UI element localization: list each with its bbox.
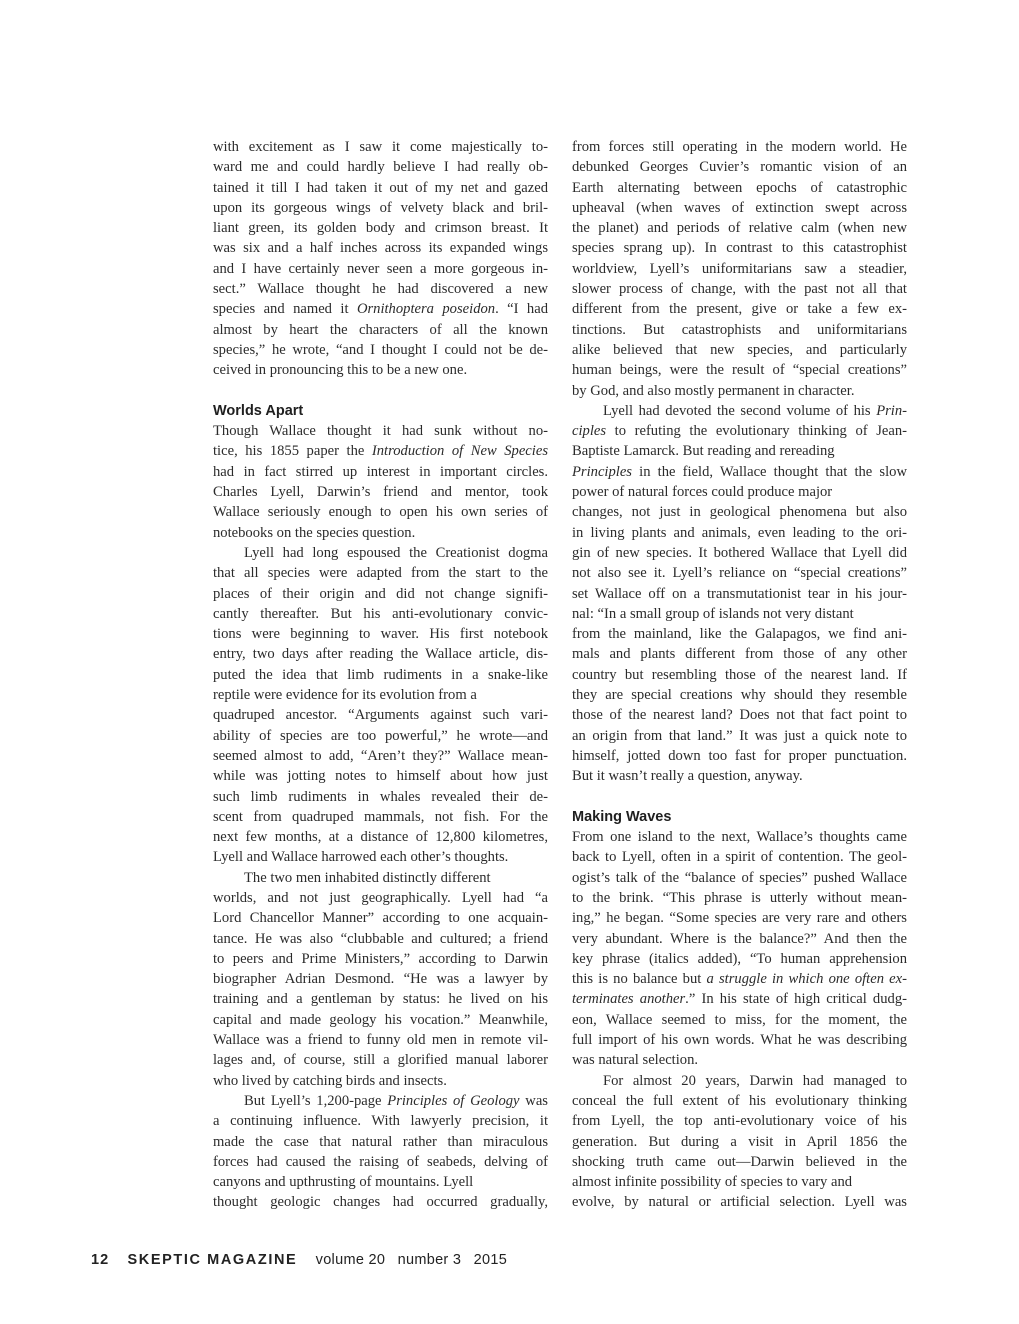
text-line <box>572 969 907 989</box>
number-label: number 3 <box>397 1252 462 1268</box>
text-line: quadruped ancestor. “Arguments against such vari- <box>213 707 548 724</box>
opening-paragraph <box>213 137 548 381</box>
text-line: while was jotting notes to himself about how just <box>213 768 548 785</box>
principles-paragraph <box>213 1091 548 1213</box>
text-line: that all species were adapted from the start to the <box>213 565 548 582</box>
text-line: power of natural forces could produce major <box>572 484 833 501</box>
text-line <box>572 989 907 1009</box>
text-line: back to Lyell, often in a spirit of contention. The geol- <box>572 849 907 866</box>
text-line: Though Wallace thought it had sunk without no- <box>213 423 548 440</box>
text-run: .” In his state of high critical dudg- <box>685 991 907 1008</box>
right-column <box>572 137 907 1213</box>
uniformitarian-paragraph <box>572 137 907 401</box>
text-line <box>572 462 907 482</box>
text-line: upon its gorgeous wings of velvety black and bril- <box>213 199 548 216</box>
second-volume-paragraph <box>572 401 907 787</box>
text-line: such limb rudiments in whales revealed their de- <box>213 788 548 805</box>
text-line: eon, Wallace seemed to miss, for the moment, the <box>572 1011 907 1028</box>
text-line: conceal the full extent of his evolutionary thinking <box>572 1092 907 1109</box>
text-line: liant green, its golden body and crimson breast. It <box>213 220 548 237</box>
worlds-apart-paragraph <box>213 421 548 543</box>
text-line: species,” he wrote, “and I thought I could not be de- <box>213 341 548 358</box>
paper-title-italic: Introduction of New Species <box>371 443 548 460</box>
paragraph-spacer <box>572 787 907 807</box>
text-line: with excitement as I saw it come majestically to- <box>213 139 548 155</box>
text-line: slower process of change, with the past not all that <box>572 281 907 298</box>
text-line: different from the present, give or take a few ex- <box>572 301 907 318</box>
text-line: by God, and also mostly permanent in character. <box>572 382 855 399</box>
text-line: the planet) and periods of relative calm (when new <box>572 220 907 237</box>
text-line: cantly thereafter. But his anti-evolutionary convic- <box>213 605 548 622</box>
text-line: For almost 20 years, Darwin had managed to <box>603 1072 907 1089</box>
text-run: was <box>519 1092 548 1109</box>
text-line: from the mainland, like the Galapagos, we find ani- <box>572 626 907 643</box>
text-line: made the case that natural rather than miraculous <box>213 1133 548 1150</box>
text-line: almost infinite possibility of species to vary and <box>572 1174 853 1191</box>
text-line: Lyell and Wallace harrowed each other’s thoughts. <box>213 849 509 866</box>
page-footer <box>91 1252 515 1268</box>
text-line: ing,” he began. “Some species are very rare and others <box>572 910 907 927</box>
text-line: country but resembling those of the nearest land. If <box>572 666 907 683</box>
text-line: human beings, were the result of “special creations” <box>572 362 907 379</box>
book-title-italic: Principles of Geology <box>387 1092 520 1109</box>
text-line: tance. He was also “clubbable and cultured; a friend <box>213 930 548 947</box>
section-heading-worlds-apart: Worlds Apart <box>213 402 304 419</box>
text-line: Lyell had long espoused the Creationist dogma <box>244 544 548 561</box>
text-line <box>213 299 548 319</box>
text-line: entry, two days after reading the Wallace article, dis- <box>213 646 548 663</box>
text-run: Lyell had devoted the second volume of his <box>603 402 877 419</box>
text-line: training and a gentleman by status: he lived on his <box>213 991 548 1008</box>
text-line: ogist’s talk of the “balance of species” pushed Wallace <box>572 869 907 886</box>
text-line: nal: “In a small group of islands not very distant <box>572 605 854 622</box>
text-line: Wallace was a friend to funny old men in remote vil- <box>213 1032 548 1049</box>
text-line: tions were beginning to waver. His first notebook <box>213 626 548 643</box>
text-line: ceived in pronouncing this to be a new one. <box>213 362 468 379</box>
page-number: 12 <box>91 1252 110 1268</box>
year-label: 2015 <box>473 1252 508 1268</box>
text-line: reptile were evidence for its evolution from a <box>213 687 477 704</box>
text-run: species and named it <box>213 301 357 318</box>
text-line: But it wasn’t really a question, anyway. <box>572 768 803 785</box>
text-line: changes, not just in geological phenomena but also <box>572 504 907 521</box>
text-line: evolve, by natural or artificial selection. Lyell was <box>572 1194 907 1211</box>
text-line: generation. But during a visit in April 1856 the <box>572 1133 907 1150</box>
text-line: Charles Lyell, Darwin’s friend and mentor, took <box>213 484 548 501</box>
text-line: an origin from that land.” It was just a quick note to <box>572 727 907 744</box>
text-line: canyons and upthrusting of mountains. Lyell <box>213 1174 474 1191</box>
text-line: ward me and could hardly believe I had really ob- <box>213 159 548 176</box>
text-line: The two men inhabited distinctly different <box>244 869 491 886</box>
text-line: species sprang up). In contrast to this catastrophist <box>572 240 907 257</box>
making-waves-paragraph <box>572 827 907 1071</box>
text-run: tice, his 1855 paper the <box>213 443 372 460</box>
text-line: worlds, and not just geographically. Lyell had “a <box>213 889 548 906</box>
text-line: was six and a half inches across its expanded wings <box>213 240 548 257</box>
text-line: shocking truth came out—Darwin believed in the <box>572 1153 907 1170</box>
text-line: to peers and Prime Ministers,” according to Darwin <box>213 950 548 967</box>
text-line: Earth alternating between epochs of catastrophic <box>572 179 907 196</box>
book-title-italic: Principles <box>572 463 632 480</box>
text-line: key phrase (italics added), “To human apprehension <box>572 950 907 967</box>
emphasis-italic: terminates another <box>572 991 686 1008</box>
text-run: in the field, Wallace thought that the slow <box>632 463 907 480</box>
paragraph-spacer <box>213 381 548 401</box>
species-name-italic: Ornithoptera poseidon <box>356 301 496 318</box>
text-line: sect.” Wallace thought he had discovered a new <box>213 281 548 298</box>
text-line: in living plants and animals, even leading to the ori- <box>572 524 907 541</box>
text-line: set Wallace off on a transmutationist tear in his jour- <box>572 585 907 602</box>
text-line: tained it till I had taken it out of my net and gazed <box>213 179 548 196</box>
text-line: seemed almost to add, “Aren’t they?” Wallace mean- <box>213 747 548 764</box>
magazine-name: SKEPTIC MAGAZINE <box>127 1252 298 1268</box>
text-line: From one island to the next, Wallace’s thoughts came <box>572 829 907 846</box>
text-line: full import of his own words. What he was describing <box>572 1032 907 1049</box>
text-line: those of the nearest land? Does not that fact point to <box>572 707 907 724</box>
book-title-italic: ciples <box>572 423 607 440</box>
text-line <box>572 421 907 441</box>
text-line: notebooks on the species question. <box>213 524 416 541</box>
text-line: debunked Georges Cuvier’s romantic vision of an <box>572 159 907 176</box>
text-line: ability of species are too powerful,” he wrote—and <box>213 727 548 744</box>
text-run: But Lyell’s 1,200-page <box>244 1092 388 1109</box>
two-men-paragraph <box>213 868 548 1091</box>
text-line: Baptiste Lamarck. But reading and rereading <box>572 443 835 460</box>
text-line: who lived by catching birds and insects. <box>213 1072 447 1089</box>
volume-label: volume 20 <box>315 1252 386 1268</box>
emphasis-italic: a struggle in which one often ex- <box>706 971 907 988</box>
issue-info <box>316 1252 515 1268</box>
left-column <box>213 137 548 1213</box>
text-line: scent from quadruped mammals, not fish. For the <box>213 808 548 825</box>
text-line: upheaval (when waves of extinction swept across <box>572 199 907 216</box>
text-line: puted the idea that limb rudiments in a snake-like <box>213 666 548 683</box>
text-line: not also see it. Lyell’s reliance on “special creations” <box>572 565 907 582</box>
darwin-paragraph <box>572 1071 907 1213</box>
text-line: had in fact stirred up interest in important circles. <box>213 463 548 480</box>
text-line: from Lyell, the top anti-evolutionary voice of his <box>572 1113 907 1130</box>
text-line: tinctions. But catastrophists and uniformitarians <box>572 321 907 338</box>
text-run: . “I had <box>495 301 549 318</box>
section-heading-making-waves: Making Waves <box>572 808 672 825</box>
text-line: alike believed that new species, and particularly <box>572 341 907 358</box>
text-line: gin of new species. It bothered Wallace that Lyell did <box>572 544 907 561</box>
text-line <box>213 441 548 461</box>
text-line: forces had caused the raising of seabeds, delving of <box>213 1153 548 1170</box>
text-line: Lord Chancellor Manner” according to one acquain- <box>213 910 548 927</box>
text-line: was natural selection. <box>572 1052 699 1069</box>
text-line: Wallace seriously enough to open his own series of <box>213 504 548 521</box>
lyell-dogma-paragraph <box>213 543 548 868</box>
text-line: capital and made geology his vocation.” Meanwhile, <box>213 1011 548 1028</box>
text-line: and I have certainly never seen a more gorgeous in- <box>213 260 548 277</box>
text-line: almost by heart the characters of all the known <box>213 321 548 338</box>
text-line: lages and, of course, still a glorified manual laborer <box>213 1052 548 1069</box>
text-line <box>213 1091 548 1111</box>
text-run: to refuting the evolutionary thinking of Jean- <box>606 423 907 440</box>
text-line: very abundant. Where is the balance?” And then the <box>572 930 907 947</box>
text-run: this is no balance but <box>572 971 707 988</box>
text-line: mals and plants different from those of any other <box>572 646 907 663</box>
text-line: worldview, Lyell’s uniformitarians saw a steadier, <box>572 260 907 277</box>
text-line: to the brink. “This phrase is utterly without mean- <box>572 889 907 906</box>
text-line: from forces still operating in the modern world. He <box>572 139 907 155</box>
text-line: next few months, at a distance of 12,800 kilometres, <box>213 829 548 846</box>
text-line: a continuing influence. With lawyerly precision, it <box>213 1113 548 1130</box>
text-line: biographer Adrian Desmond. “He was a lawyer by <box>213 971 548 988</box>
text-line: places of their origin and did not change signifi- <box>213 585 548 602</box>
text-line: thought geologic changes had occurred gradually, <box>213 1194 548 1211</box>
text-line: they are special creations why should they resemble <box>572 687 907 704</box>
book-title-italic: Prin- <box>876 402 907 419</box>
text-line: himself, jotted down too fast for proper punctuation. <box>572 747 907 764</box>
text-line <box>572 401 907 421</box>
